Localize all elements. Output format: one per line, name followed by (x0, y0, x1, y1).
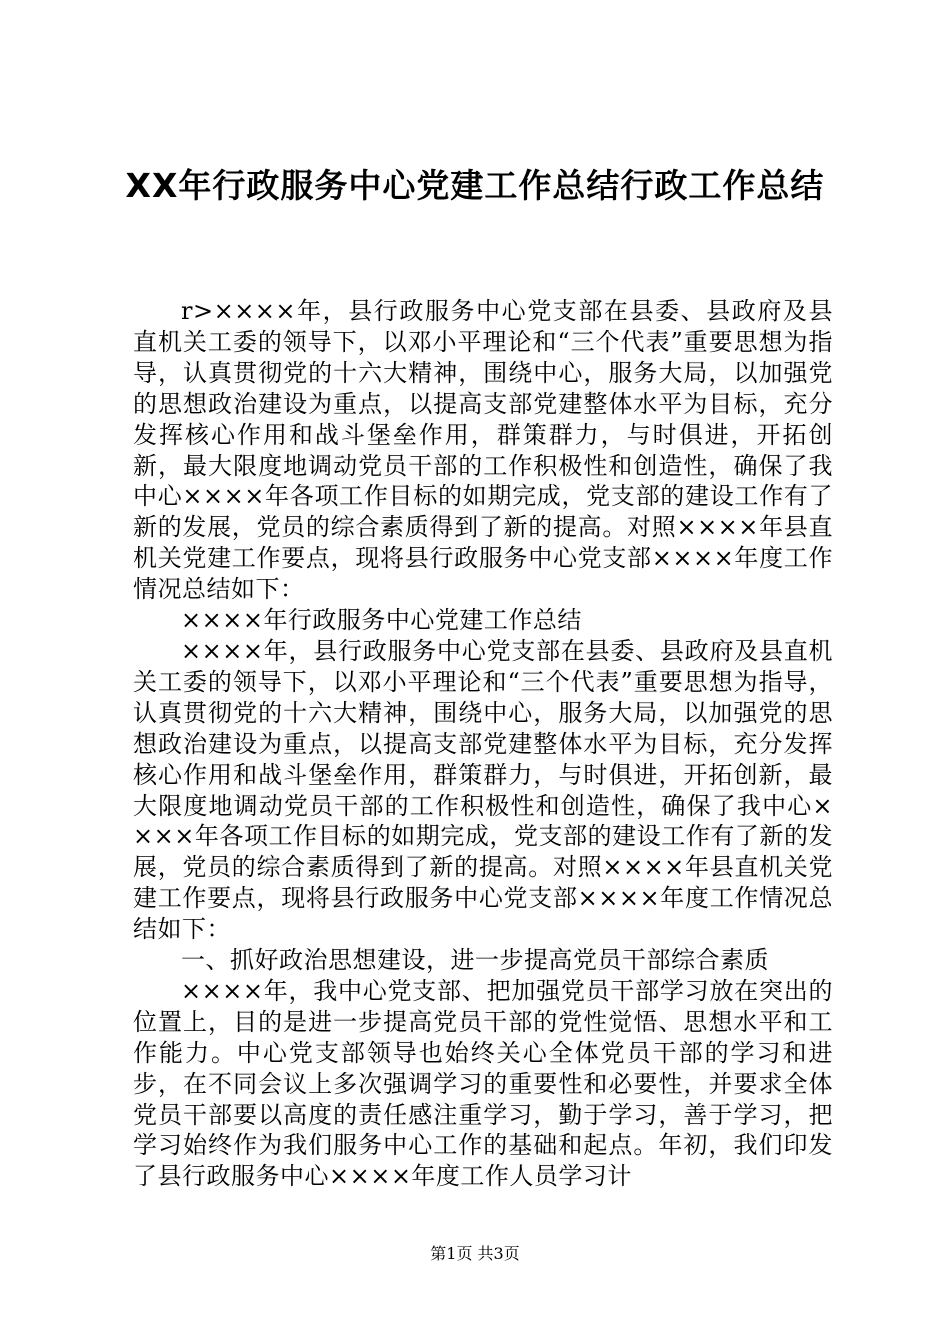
section-heading-1: 一、抓好政治思想建设，进一步提高党员干部综合素质 (181, 946, 769, 975)
paragraph-summary: ××××年，县行政服务中心党支部在县委、县政府及县直机关工委的领导下，以邓小平理论和“三个代表”重要思想为指导，认真贯彻党的十六大精神，围绕中心，服务大局，以加强党的思想政治建设为重点，以提高支部党建整体水平为目标，充分发挥核心作用和战斗堡垒作用，群策群力，与时俱进，开拓创新，最大限度地调动党员干部的工作积极性和创造性，确保了我中心××××年各项工作目标的如期完成，党支部的建设工作有了新的发展，党员的综合素质得到了新的提高。对照××××年县直机关党建工作要点，现将县行政服务中心党支部××××年度工作情况总结如下： (133, 636, 833, 944)
document-title: XX年行政服务中心党建工作总结行政工作总结 (125, 166, 825, 205)
paragraph-subtitle: ××××年行政服务中心党建工作总结 (181, 606, 582, 635)
document-body (133, 296, 833, 1192)
paragraph-section-1: ××××年，我中心党支部、把加强党员干部学习放在突出的位置上，目的是进一步提高党员干部的党性觉悟、思想水平和工作能力。中心党支部领导也始终关心全体党员干部的学习和进步，在不同会议上多次强调学习的重要性和必要性，并要求全体党员干部要以高度的责任感注重学习，勤于学习，善于学习，把学习始终作为我们服务中心工作的基础和起点。年初，我们印发了县行政服务中心××××年度工作人员学习计 (133, 976, 833, 1191)
paragraph-intro: r>××××年，县行政服务中心党支部在县委、县政府及县直机关工委的领导下，以邓小平理论和“三个代表”重要思想为指导，认真贯彻党的十六大精神，围绕中心，服务大局，以加强党的思想政治建设为重点，以提高支部党建整体水平为目标，充分发挥核心作用和战斗堡垒作用，群策群力，与时俱进，开拓创新，最大限度地调动党员干部的工作积极性和创造性，确保了我中心××××年各项工作目标的如期完成，党支部的建设工作有了新的发展，党员的综合素质得到了新的提高。对照××××年县直机关党建工作要点，现将县行政服务中心党支部××××年度工作情况总结如下： (133, 297, 833, 604)
page-footer: 第1页 共3页 (430, 1244, 520, 1263)
